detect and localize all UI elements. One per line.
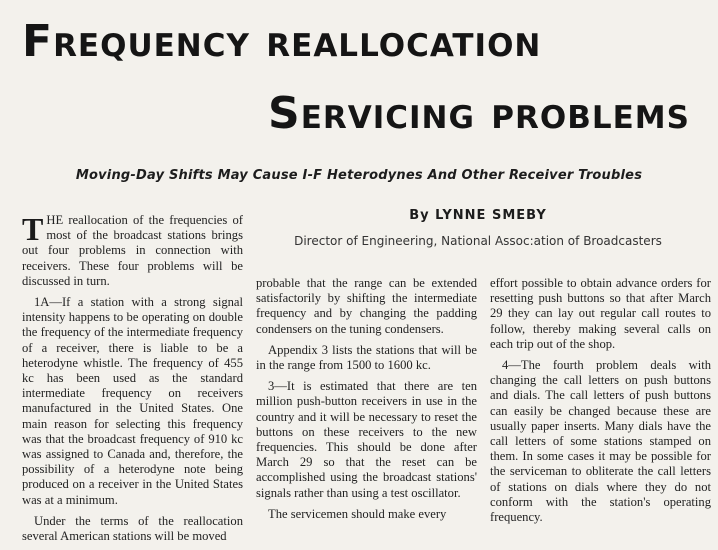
paragraph-reallocation-terms: Under the terms of the reallocation several American stations will be moved — [22, 513, 243, 544]
article-column-3 — [490, 276, 711, 531]
headline-line2: Servicing problems — [268, 88, 690, 139]
article-column-1 — [22, 213, 243, 550]
article-column-2 — [256, 276, 477, 528]
paragraph-appendix: Appendix 3 lists the stations that will be in the range from 1500 to 1600 kc. — [256, 342, 477, 373]
deck-subtitle: Moving-Day Shifts May Cause I-F Heterodynes And Other Receiver Troubles — [75, 168, 643, 183]
paragraph-problem-4: 4—The fourth problem deals with changing the call letters on push buttons and dials. The call letters of push buttons can easily be changed because these are usually paper inserts. Many dials have the call letters of some stations stamped on them. In some cases it may be possible for the serviceman to obliterate the call letters of stations on dials where they do not conform with the station's operating frequency. — [490, 358, 711, 525]
paragraph-intro — [22, 213, 243, 289]
author-byline: By LYNNE SMEBY — [409, 208, 547, 223]
paragraph-intro-text: HE reallocation of the frequencies of most of the broadcast stations brings out four problems in connection with receivers. These four problems will be discussed in turn. — [22, 213, 243, 288]
paragraph-problem-3: 3—It is estimated that there are ten million push-button receivers in use in the country and it will be necessary to reset the buttons on these receivers to the new frequencies. This should be done after March 29 so that the reset can be accomplished using the broadcast stations' signals rather than using a test oscillator. — [256, 379, 477, 500]
drop-cap: T — [22, 211, 44, 247]
headline-line1: Frequency reallocation — [22, 16, 542, 67]
paragraph-advance-orders: effort possible to obtain advance orders for resetting push buttons so that after March 29 they can lay out regular call routes to follow, thereby making several calls on each trip out of the shop. — [490, 276, 711, 351]
paragraph-range: probable that the range can be extended satisfactorily by shifting the intermediate frequency and by changing the padding condensers on the tuning condensers. — [256, 276, 477, 336]
paragraph-servicemen: The servicemen should make every — [268, 506, 447, 521]
paragraph-problem-1a: 1A—If a station with a strong signal intensity happens to be operating on double the frequency of the intermediate frequency of a receiver, there is liable to be a heterodyne whistle. The frequency of 455 kc has been used as the standard intermediate frequency on receivers manufactured in the United States. One main reason for selecting this frequency was that the broadcast frequency of 910 kc was assigned to Canada and, therefore, the possibility of a heterodyne note being produced on a receiver in the United States was at a minimum. — [22, 295, 243, 507]
author-affiliation: Director of Engineering, National Assoc:ation of Broadcasters — [294, 234, 662, 248]
